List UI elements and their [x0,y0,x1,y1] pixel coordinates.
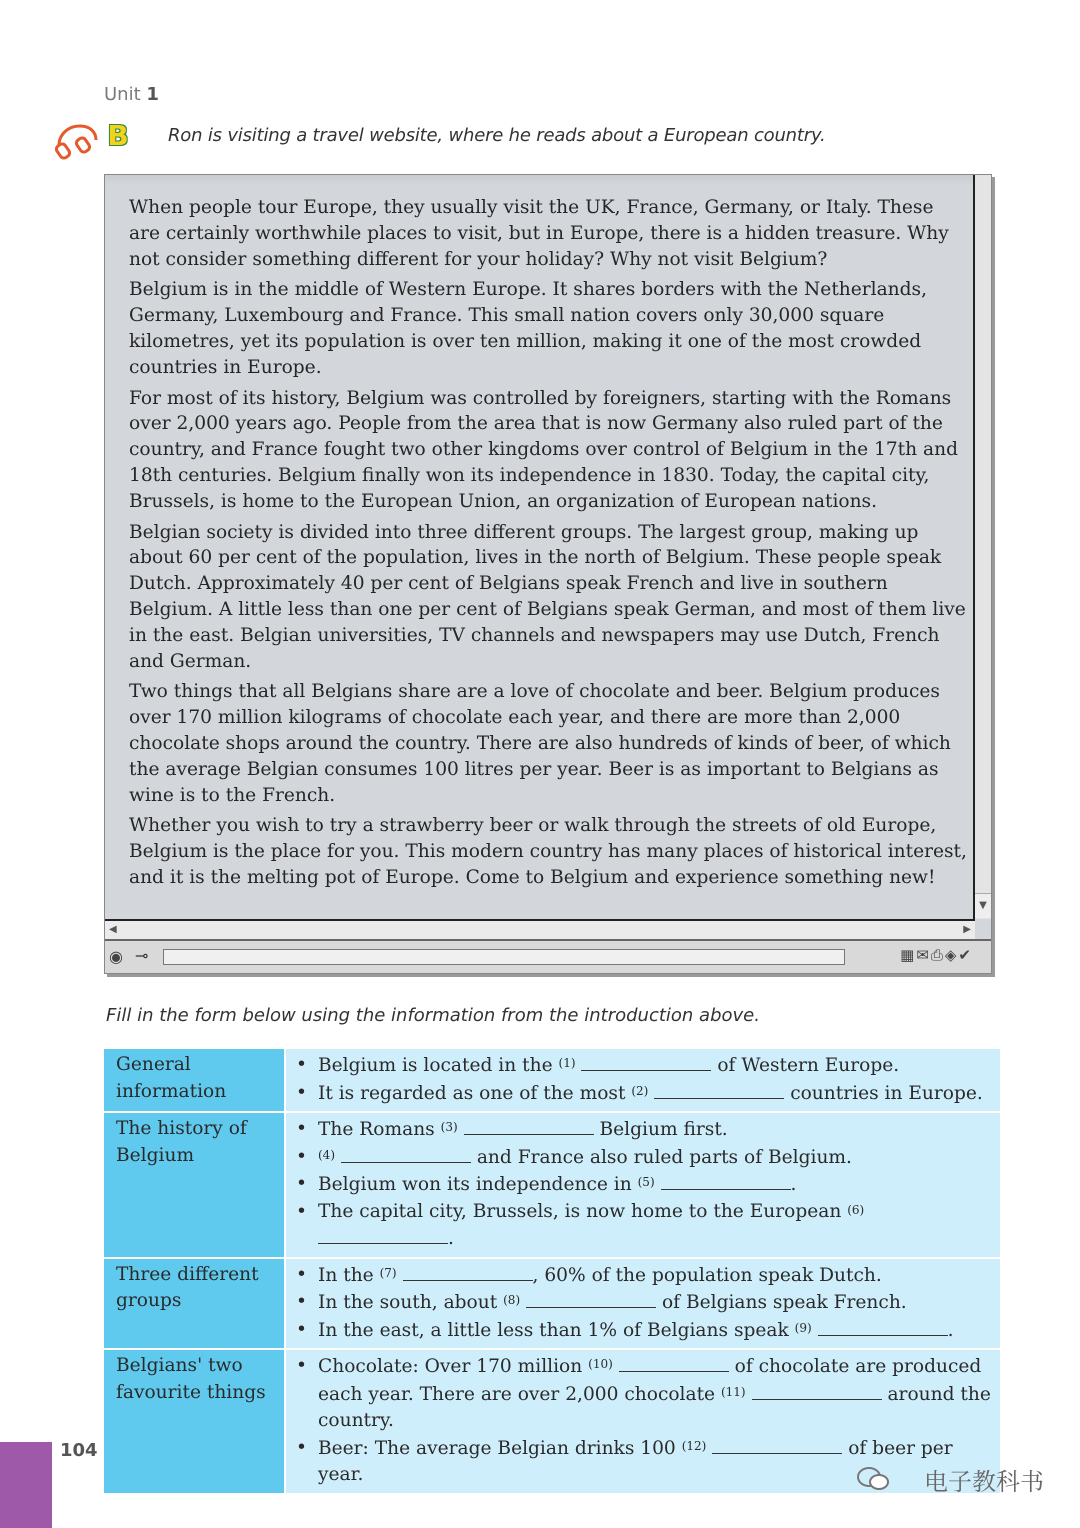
answer-blank[interactable] [464,1116,594,1135]
list-item: • Chocolate: Over 170 million $^{(10)}$ of chocolate are produced each year. There are over 2,000 chocolate $^{(11)}$ around the country. [296,1353,992,1435]
list-item: • $^{(4)}$ and France also ruled parts of Belgium. [296,1144,992,1172]
answer-blank[interactable] [818,1317,948,1336]
section-intro: Ron is visiting a travel website, where he reads about a European country. [168,125,826,146]
status-bar [105,939,991,973]
scroll-right-arrow-icon[interactable]: ▶ [963,924,971,935]
scroll-left-arrow-icon[interactable]: ◀ [109,924,117,935]
list-item: • Belgium is located in the $^{(1)}$ of Western Europe. [296,1052,992,1080]
globe-icon: ◉ [109,947,123,966]
section-letter-badge: B [107,119,129,152]
row-heading: The history of Belgium [104,1112,285,1258]
status-progress-field [163,949,845,965]
article-paragraph: Belgian society is divided into three different groups. The largest group, making up about 60 per cent of the population, lives in the north of Belgium. These people speak Dutch. Approximately 40 per cent of Belgians speak French and live in southern Belgium. A little less than one per cent of Belgians speak German, and most of them live in the east. Belgian universities, TV channels and newspapers may use Dutch, French and German. [129,521,966,672]
answer-blank[interactable] [341,1144,471,1163]
list-item: • In the south, about $^{(8)}$ of Belgians speak French. [296,1289,992,1317]
watermark-text: 电子教科书 [924,1468,1044,1496]
list-item: • The capital city, Brussels, is now home to the European $^{(6)}$ . [296,1199,992,1253]
answer-blank[interactable] [581,1052,711,1071]
row-heading: Three different groups [104,1258,285,1350]
answer-blank[interactable] [661,1171,791,1190]
status-tray-icons: ▦✉⎙◈✔ [900,946,973,964]
list-item: • Belgium won its independence in $^{(5)}$ . [296,1171,992,1199]
fill-in-form [104,1049,1000,1495]
row-heading: General information [104,1049,285,1112]
list-item: • In the $^{(7)}$ , 60% of the population speak Dutch. [296,1262,992,1290]
horizontal-scrollbar[interactable] [105,919,975,939]
answer-blank[interactable] [526,1289,656,1308]
answer-blank[interactable] [619,1353,729,1372]
row-heading: Belgians' two favourite things [104,1349,285,1494]
article-paragraph: Belgium is in the middle of Western Europe. It shares borders with the Netherlands, Germany, Luxembourg and France. This small nation covers only 30,000 square kilometres, yet its population is over ten million, making it one of the most crowded countries in Europe. [129,279,928,378]
list-item: • The Romans $^{(3)}$ Belgium first. [296,1116,992,1144]
answer-blank[interactable] [403,1262,533,1281]
article-paragraph: Two things that all Belgians share are a love of chocolate and beer. Belgium produces over 170 million kilograms of chocolate each year, and there are more than 2,000 chocolate shops around the country. There are also hundreds of kinds of beer, of which the average Belgian consumes 100 litres per year. Beer is as important to Belgians as wine is to the French. [129,681,951,806]
browser-window [104,174,992,974]
answer-blank[interactable] [654,1080,784,1099]
article-body [129,195,969,896]
list-item: • Beer: The average Belgian drinks 100 $^{(12)}$ of beer per year. [296,1435,992,1489]
table-row [104,1112,1000,1258]
exercise-instruction: Fill in the form below using the information from the introduction above. [106,1005,760,1026]
page-number: 104 [60,1440,98,1461]
list-item: • It is regarded as one of the most $^{(2)}$ countries in Europe. [296,1080,992,1108]
answer-blank[interactable] [318,1225,448,1244]
table-row [104,1049,1000,1112]
headphones-icon[interactable] [54,120,98,160]
article-paragraph: For most of its history, Belgium was controlled by foreigners, starting with the Romans over 2,000 years ago. People from the area that is now Germany also ruled part of the country, and France fought two other kingdoms over control of Belgium in the 17th and 18th centuries. Belgium finally won its independence in 1830. Today, the capital city, Brussels, is home to the European Union, an organization of European nations. [129,387,958,512]
answer-blank[interactable] [712,1435,842,1454]
table-row [104,1258,1000,1350]
article-paragraph: When people tour Europe, they usually visit the UK, France, Germany, or Italy. These are certainly worthwhile places to visit, but in Europe, there is a hidden treasure. Why not consider something different for your holiday? Why not visit Belgium? [129,197,949,270]
unit-label: Unit 1 [104,84,159,105]
list-item: • In the east, a little less than 1% of Belgians speak $^{(9)}$ . [296,1317,992,1345]
answer-blank[interactable] [752,1381,882,1400]
page-color-tab [0,1442,52,1528]
wechat-logo-icon [856,1466,890,1492]
scroll-down-arrow-icon[interactable]: ▼ [975,893,991,918]
vertical-scrollbar[interactable] [973,175,991,919]
article-paragraph: Whether you wish to try a strawberry beer or walk through the streets of old Europe, Belgium is the place for you. This modern country has many places of historical interest, and it is the melting pot of Europe. Come to Belgium and experience something new! [129,815,967,888]
connection-icon: ⊸ [135,946,149,965]
